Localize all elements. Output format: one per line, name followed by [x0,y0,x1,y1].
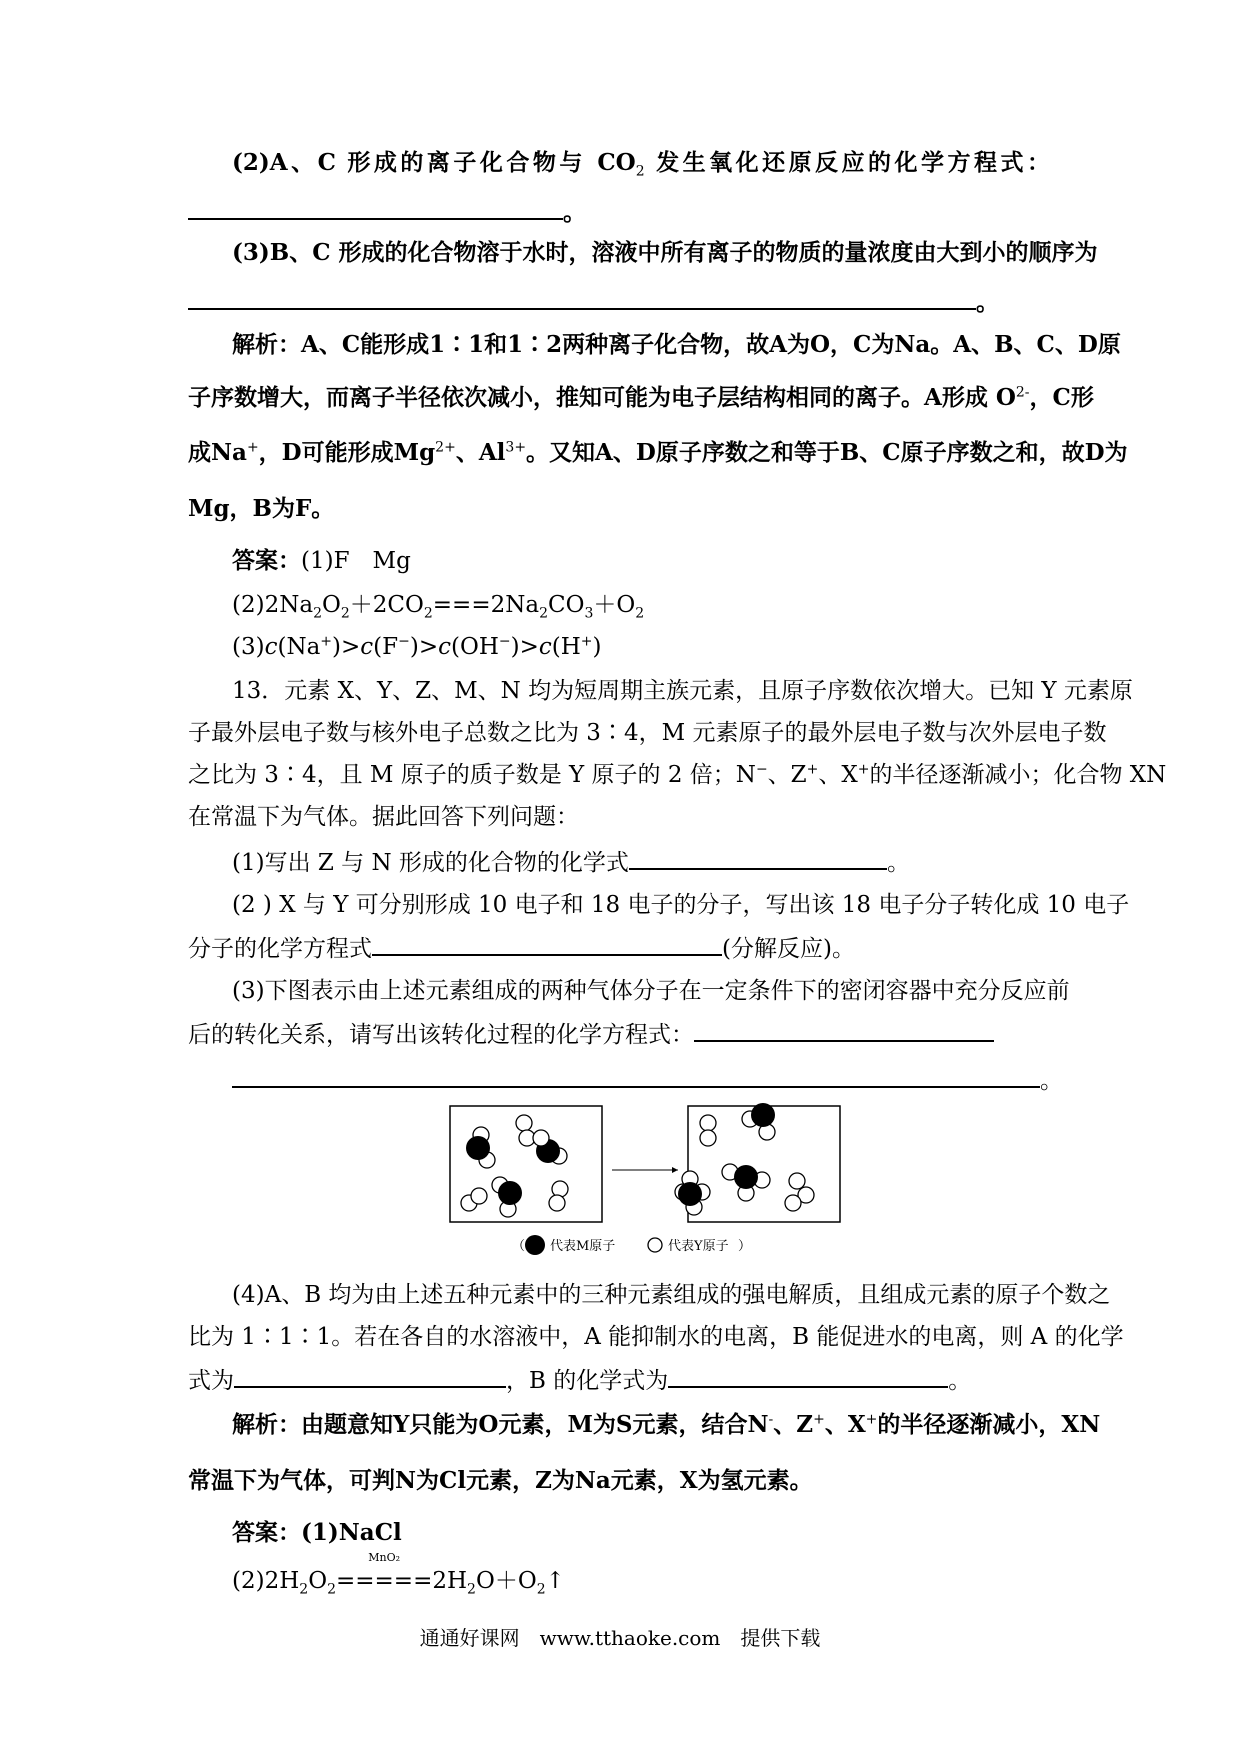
q13-part3-line3: 。 [232,1064,1063,1096]
q13-part3-blank2[interactable] [232,1064,1040,1088]
q13-part1: (1)写出 Z 与 N 形成的化合物的化学式 。 [232,846,910,878]
legend-y-marker [648,1238,662,1252]
legend-y-label: 代表Y原子 [668,1239,729,1254]
reaction-diagram [440,1092,860,1262]
analysis12-line1: 解析：A、C能形成1∶1和1∶2两种离子化合物，故A为O，C为Na。A、B、C、D原 [232,331,1121,358]
analysis12-line4: Mg，B为F。 [188,495,335,522]
q13-part4-line1: (4)A、B 均为由上述五种元素中的三种元素组成的强电解质，且组成元素的原子个数之 [232,1282,1111,1308]
q13-part3-blank1[interactable] [694,1018,994,1042]
answer12-line1: 答案：(1)F Mg [232,547,411,574]
q13-part3-line2: 后的转化关系，请写出该转化过程的化学方程式： [188,1018,994,1050]
q12-part3-line: (3)B、C 形成的化合物溶于水时，溶液中所有离子的物质的量浓度由大到小的顺序为 [232,239,1098,266]
answer12-line3: (3)c(Na+)>c(F−)>c(OH−)>c(H+) [232,633,602,660]
answer12-line2: $(2)2Na_2O_2+2CO_2===2Na_2CO_3+O_2$ [232,592,645,622]
q13-part2-line2: 分子的化学方程式 (分解反应)。 [188,932,855,964]
analysis12-line3: 成Na+，D可能形成$Mg^{2+}$、$Al^{3+}$。又知A、D原子序数之和等于B、C原子序数之和，故D为 [188,439,1128,466]
analysis13-line2: 常温下为气体，可判N为Cl元素，Z为Na元素，X为氢元素。 [188,1467,813,1494]
q13-part4-line3: 式为 ，B 的化学式为 。 [188,1364,971,1396]
catalyst-equals: MnO₂ ===== [335,1551,433,1594]
q12-part3-blank[interactable]: 。 [188,286,999,318]
q13-part2-blank[interactable] [372,932,722,956]
arrow-head [672,1167,678,1173]
q13-part4-blank-b[interactable] [668,1364,948,1388]
page-footer: 通通好课网 www.tthaoke.com 提供下载 [419,1626,821,1650]
before-molecules [461,1115,568,1217]
q13-part2-line1: (2 ) X 与 Y 可分别形成 10 电子和 18 电子的分子，写出该 18 电子分子转化成 10 电子 [232,892,1130,918]
analysis12-line2: 子序数增大，而离子半径依次减小，推知可能为电子层结构相同的离子。A形成 $O^{2-}$，C形 [188,384,1094,411]
q13-line3: 之比为 3∶4，且 M 原子的质子数是 Y 原子的 2 倍；N−、Z+、X+的半径逐渐减小；化合物 XN [188,761,1167,788]
q12-part2-blank[interactable]: 。 [188,196,586,228]
answer13-line2: $(2)2H_2O_2$ MnO₂ $=====2H_2O+O_2↑$ [232,1551,565,1598]
legend-close-paren: ） [738,1239,752,1254]
answer13-line1: 答案：(1)NaCl [232,1519,402,1546]
analysis13-line1: 解析：由题意知Y只能为O元素，M为S元素，结合N-、Z+、X+的半径逐渐减小，XN [232,1411,1101,1438]
q13-line1: 13．元素 X、Y、Z、M、N 均为短周期主族元素，且原子序数依次增大。已知 Y 元素原 [232,678,1133,704]
legend-open-paren: （ [512,1239,526,1254]
legend-m-marker [525,1235,545,1255]
legend [512,1235,751,1255]
q13-line4: 在常温下为气体。据此回答下列问题： [188,804,579,830]
legend-m-label: 代表M原子 [550,1239,616,1254]
q13-part4-line2: 比为 1∶1∶1。若在各自的水溶液中，A 能抑制水的电离，B 能促进水的电离，则 A 的化学 [188,1324,1124,1350]
q13-line2: 子最外层电子数与核外电子总数之比为 3∶4，M 元素原子的最外层电子数与次外层电子数 [188,720,1107,746]
q13-part3-line1: (3)下图表示由上述元素组成的两种气体分子在一定条件下的密闭容器中充分反应前 [232,978,1070,1004]
after-molecules [675,1103,814,1215]
q12-part2-line: (2)A、C 形成的离子化合物与 $CO_2$ 发生氧化还原反应的化学方程式： [232,149,1050,180]
q13-part4-blank-a[interactable] [234,1364,506,1388]
q13-part1-blank[interactable] [629,846,887,870]
